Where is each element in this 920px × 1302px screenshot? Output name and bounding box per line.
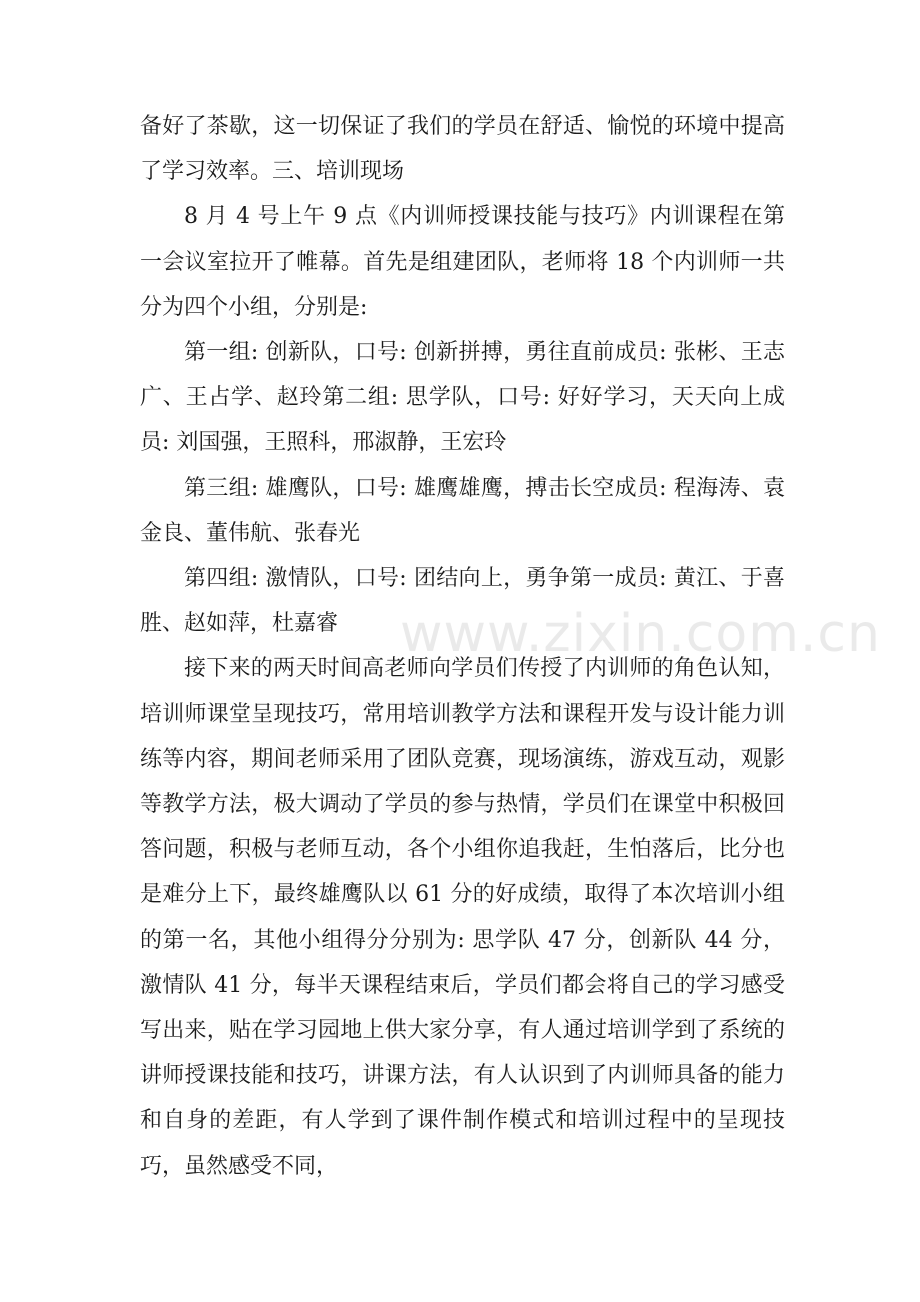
paragraph-3: 第一组: 创新队，口号: 创新拼搏，勇往直前成员: 张彬、王志广、王占学、赵玲第二组: 思学队，口号: 好好学习，天天向上成员: 刘国强，王照科，邢淑静，王宏玲 <box>140 340 785 456</box>
paragraph-1: 备好了茶歇，这一切保证了我们的学员在舒适、愉悦的环境中提高了学习效率。三、培训现场 <box>140 114 785 185</box>
watermark: www.zixin.com.cn <box>400 604 881 664</box>
paragraph-5: 第四组: 激情队，口号: 团结向上，勇争第一成员: 黄江、于喜胜、赵如萍，杜嘉睿 <box>140 566 785 637</box>
document-body <box>140 104 785 1189</box>
paragraph-2: 8 月 4 号上午 9 点《内训师授课技能与技巧》内训课程在第一会议室拉开了帷幕。首先是组建团队，老师将 18 个内训师一共分为四个小组，分别是: <box>140 204 785 320</box>
paragraph-4: 第三组: 雄鹰队，口号: 雄鹰雄鹰，搏击长空成员: 程海涛、袁金良、董伟航、张春光 <box>140 475 785 546</box>
paragraph-6: 接下来的两天时间高老师向学员们传授了内训师的角色认知，培训师课堂呈现技巧，常用培训教学方法和课程开发与设计能力训练等内容，期间老师采用了团队竞赛，现场演练，游戏互动，观影等教学方法，极大调动了学员的参与热情，学员们在课堂中积极回答问题，积极与老师互动，各个小组你追我赶，生怕落后，比分也是难分上下，最终雄鹰队以 61 分的好成绩，取得了本次培训小组的第一名，其他小组得分分别为: 思学队 47 分，创新队 44 分，激情队 41 分，每半天课程结束后，学员们都会将自己的学习感受写出来，贴在学习园地上供大家分享，有人通过培训学到了系统的讲师授课技能和技巧，讲课方法，有人认识到了内训师具备的能力和自身的差距，有人学到了课件制作模式和培训过程中的呈现技巧，虽然感受不同， <box>140 656 785 1179</box>
